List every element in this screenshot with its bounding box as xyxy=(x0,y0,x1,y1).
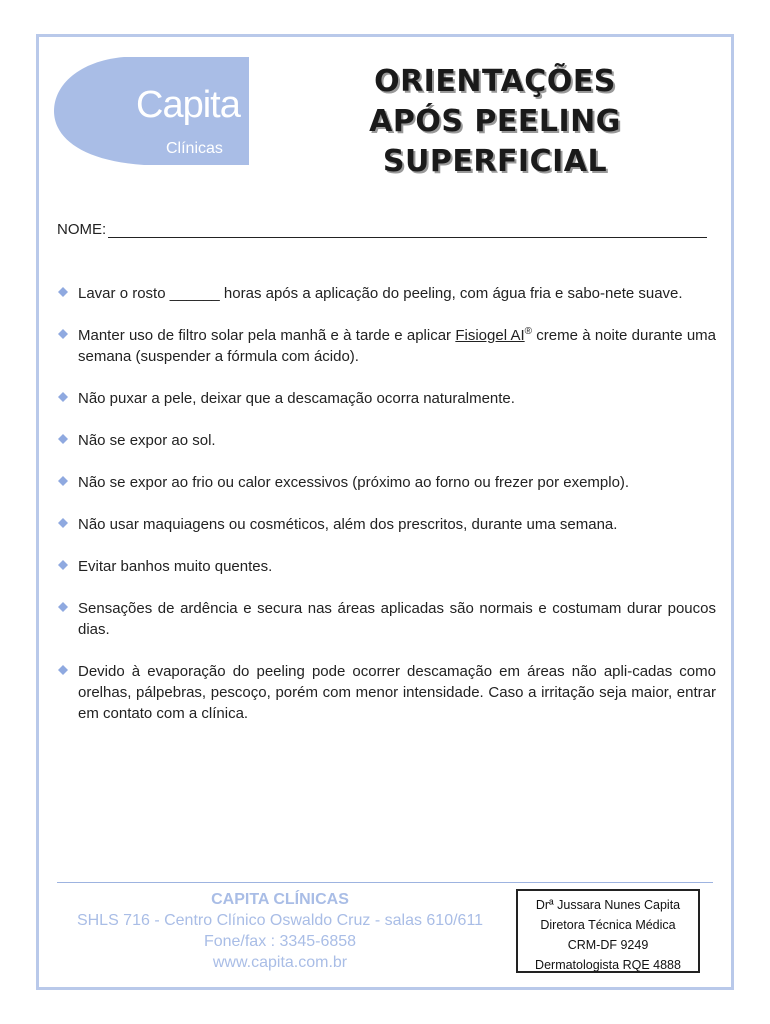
product-name: Fisiogel AI xyxy=(455,327,525,344)
diamond-bullet-icon xyxy=(58,560,68,570)
diamond-bullet-icon xyxy=(58,518,68,528)
doctor-name: Drª Jussara Nunes Capita xyxy=(535,898,681,912)
diamond-bullet-icon xyxy=(58,392,68,402)
name-field xyxy=(57,221,717,238)
footer-address: SHLS 716 - Centro Clínico Oswaldo Cruz - salas 610/611 xyxy=(76,912,484,929)
doctor-specialty: Dermatologista RQE 4888 xyxy=(535,958,681,972)
list-item: Não se expor ao sol. xyxy=(58,430,716,451)
doctor-crm: CRM-DF 9249 xyxy=(567,938,649,952)
list-item: Manter uso de filtro solar pela manhã e à tarde e aplicar Fisiogel AI® creme à noite durante uma semana (suspender a fórmula com ácido). xyxy=(58,325,716,367)
page-title xyxy=(330,62,660,182)
name-label: NOME: xyxy=(57,221,107,238)
logo-sub: Clínicas xyxy=(166,140,223,157)
footer-contact xyxy=(57,889,503,973)
logo-brand: Capita xyxy=(136,84,240,126)
list-item: Evitar banhos muito quentes. xyxy=(58,556,716,577)
footer-website: www.capita.com.br xyxy=(212,954,348,971)
title-line-1: ORIENTAÇÕES xyxy=(374,64,616,99)
list-item: Devido à evaporação do peeling pode ocorrer descamação em áreas não apli-cadas como orelhas, pálpebras, pescoço, porém com menor intensidade. Caso a irritação seja maior, entrar em contato com a clínica. xyxy=(58,661,716,724)
footer-divider xyxy=(57,882,713,883)
instructions-list xyxy=(58,283,716,745)
diamond-bullet-icon xyxy=(58,287,68,297)
doctor-signature-box xyxy=(516,889,700,973)
list-item: Sensações de ardência e secura nas áreas aplicadas são normais e costumam durar poucos dias. xyxy=(58,598,716,640)
diamond-bullet-icon xyxy=(58,476,68,486)
diamond-bullet-icon xyxy=(58,602,68,612)
list-item: Não usar maquiagens ou cosméticos, além dos prescritos, durante uma semana. xyxy=(58,514,716,535)
list-item: Não se expor ao frio ou calor excessivos (próximo ao forno ou frezer por exemplo). xyxy=(58,472,716,493)
diamond-bullet-icon xyxy=(58,329,68,339)
footer-phone: Fone/fax : 3345-6858 xyxy=(203,933,357,950)
name-blank-line xyxy=(108,224,707,238)
title-line-3: SUPERFICIAL xyxy=(382,144,608,179)
list-item: Lavar o rosto ______ horas após a aplicação do peeling, com água fria e sabo-nete suave. xyxy=(58,283,716,304)
title-line-2: APÓS PEELING xyxy=(369,104,621,139)
diamond-bullet-icon xyxy=(58,665,68,675)
doctor-role: Diretora Técnica Médica xyxy=(540,918,676,932)
diamond-bullet-icon xyxy=(58,434,68,444)
footer-clinic-name: CAPITA CLÍNICAS xyxy=(211,891,349,908)
list-item: Não puxar a pele, deixar que a descamação ocorra naturalmente. xyxy=(58,388,716,409)
registered-mark: ® xyxy=(524,326,533,337)
